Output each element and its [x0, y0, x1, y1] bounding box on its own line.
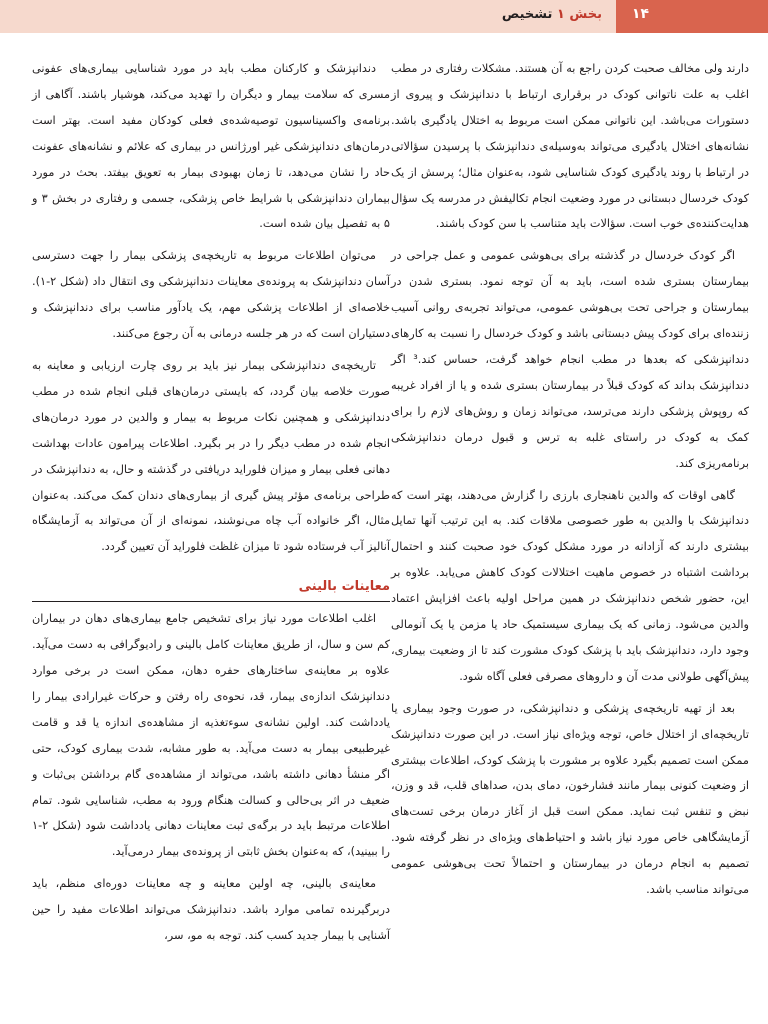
paragraph: اغلب اطلاعات مورد نیاز برای تشخیص جامع بیماری‌های دهان در بیماران کم سن و سال، از طریق معاینات کامل بالینی و رادیوگرافی به دست می‌آید. علاوه بر معاینه‌ی ساختارهای حفره دهان، ممکن است در برخی موارد دندانپزشک اندازه‌ی بیمار، قد، نحوه‌ی راه رفتن و حرکات غیرارادی بیمار را یادداشت کند. اولین نشانه‌ی سوءتغذیه از مشاهده‌ی اندازه یا قد و قامت غیرطبیعی بیمار به دست می‌آید. به طور مشابه، شدت بیماری کودک، حتی اگر منشأ دهانی داشته باشد، می‌تواند از مشاهده‌ی گام برداشتن بی‌ثبات و ضعیف در اثر بی‌حالی و کسالت هنگام ورود به مطب، شناسایی شود. تمام اطلاعات مرتبط باید در برگه‌ی ثبت معاینات دهانی یادداشت شود (شکل ۲-۱ را ببینید)، که به‌عنوان بخش ثابتی از پرونده‌ی بیمار درمی‌آید. — [32, 612, 390, 859]
paragraph: اگر کودک خردسال در گذشته برای بی‌هوشی عمومی و عمل جراحی در بیمارستان بستری شده است، باید به آن توجه نمود. بستری شدن در بیمارستان و جراحی تحت بی‌هوشی عمومی، می‌تواند تجربه‌ی روانی آسیب زننده‌ای برای کودک پیش دبستانی باشد و کودک خردسال را نسبت به کارهای دندانپزشکی که بعدها در مطب انجام خواهد گرفت، حساس کند.³ اگر دندانپزشک بداند که کودک قبلاً در بیمارستان بستری شده و یا از افراد غریبه که روپوش پزشکی دارند می‌ترسد، می‌تواند زمان و روش‌های لازم را برای کمک به کودک در راستای غلبه به ترس و قبول درمان دندانپزشکی برنامه‌ریزی کند. — [391, 249, 749, 470]
paragraph: می‌توان اطلاعات مربوط به تاریخچه‌ی پزشکی بیمار را جهت دسترسی آسان دندانپزشک به پرونده‌ی معاینات دندانپزشکی وی انتقال داد (شکل ۲-۱). خلاصه‌ای از اطلاعات پزشکی مهم، یک یادآور مناسب برای دندانپزشک و دستیاران است که در هر جلسه درمانی به آن رجوع می‌کنند. — [32, 249, 390, 341]
paragraph: تاریخچه‌ی دندانپزشکی بیمار نیز باید بر روی چارت ارزیابی و معاینه به صورت خلاصه بیان گردد، که بایستی درمان‌های قبلی انجام شده در مطب دندانپزشکی و همچنین نکات مربوط به بیمار و والدین در مورد درمان‌های انجام شده در مطب دیگر را در بر بگیرد. اطلاعات پیرامون عادات بهداشت دهانی فعلی بیمار و میزان فلوراید دریافتی در گذشته و حال، به دندانپزشک در طراحی برنامه‌ی مؤثر پیش گیری از بیماری‌های دندان کمک می‌کند. به‌عنوان مثال، اگر خانواده آب چاه می‌نوشند، نمونه‌ای از آن می‌تواند به آزمایشگاه آنالیز آب فرستاده شود تا میزان غلظت فلوراید آن تعیین گردد. — [32, 358, 390, 554]
paragraph: دندانپزشک و کارکنان مطب باید در مورد شناسایی بیماری‌های عفونی مسری که سلامت بیمار و دیگران را تهدید می‌کند، هوشیار باشند. آگاهی از برنامه‌ی واکسیناسیون توصیه‌شده‌ی فعلی کودکان مفید است. بهتر است درمان‌های دندانپزشکی غیر اورژانس در بیماری که علائم و نشانه‌های عفونت حاد را نشان می‌دهد، تا زمان بهبودی بیمار به تعویق بیفتد. بحث در مورد بیماران دندانپزشکی با شرایط خاص پزشکی، جسمی و رفتاری در بخش ۳ و ۵ به تفصیل بیان شده است. — [32, 62, 390, 231]
section-heading: معاینات بالینی — [32, 576, 390, 602]
paragraph: بعد از تهیه تاریخچه‌ی پزشکی و دندانپزشکی، در صورت وجود بیماری یا تاریخچه‌ای از اختلال خاص، توجه ویژه‌ای نیاز است. در این صورت دندانپزشک ممکن است تصمیم بگیرد علاوه بر مشورت با پزشک کودک، اطلاعات بیشتری از وضعیت کنونی بیمار مانند فشارخون، دمای بدن، صداهای قلب، قد و وزن، نبض و تنفس ثبت نماید. ممکن است قبل از آغاز درمان برخی تست‌های آزمایشگاهی خاص مورد نیاز باشد و احتیاط‌های ویژه‌ای در نظر گرفته شود. تصمیم به انجام درمان در بیمارستان و احتمالاً تحت بی‌هوشی عمومی می‌تواند مناسب باشد. — [391, 701, 749, 897]
running-head — [502, 7, 602, 22]
paragraph: گاهی اوقات که والدین ناهنجاری بارزی را گزارش می‌دهند، بهتر است که دندانپزشک با والدین به طور خصوصی ملاقات کند. به این ترتیب آنها تمایل بیشتری دارند که آزادانه در مورد مشکل کودک خود صحبت کنند و احتمال برداشت اشتباه در خصوص ماهیت اختلالات کودک کاهش می‌یابد. علاوه بر این، حضور شخص دندانپزشک در همین مراحل اولیه باعث افزایش اعتماد والدین می‌شود. زمانی که یک بیماری سیستمیک حاد یا مزمن یا یک آنومالی وجود دارد، دندانپزشک باید با پزشک کودک مشورت کند تا از وضعیت بیماری، پیش‌آگهی طولانی مدت آن و داروهای مصرفی فعلی آگاه شود. — [391, 488, 749, 683]
paragraph: معاینه‌ی بالینی، چه اولین معاینه و چه معاینات دوره‌ای منظم، باید دربرگیرنده تمامی موارد باشد. دندانپزشک می‌تواند اطلاعات مفید را حین آشنایی با بیمار جدید کسب کند. توجه به مو، سر، — [32, 877, 390, 943]
chapter-title: تشخیص — [501, 7, 553, 22]
section-label: بخش ۱ — [556, 7, 602, 22]
right-column — [391, 56, 749, 903]
paragraph: دارند ولی مخالف صحبت کردن راجع به آن هستند. مشکلات رفتاری در مطب اغلب به علت ناتوانی کودک در برقراری ارتباط با دندانپزشک و پیروی از دستورات می‌باشد. این ناتوانی ممکن است مربوط به اختلال یادگیری باشد. نشانه‌های اختلال یادگیری می‌تواند به‌وسیله‌ی دندانپزشک با پرسیدن سؤالاتی در ارتباط با روند یادگیری کودک شناسایی شود، به‌عنوان مثال؛ پرسش از یک کودک خردسال دبستانی در مورد وضعیت انجام تکالیفش در مدرسه یک سؤال هدایت‌کننده‌ی خوب است. سؤالات باید متناسب با سن کودک باشند. — [391, 62, 749, 231]
page-number: ۱۴ — [631, 6, 649, 22]
page-header — [0, 0, 768, 33]
left-column — [32, 56, 390, 949]
